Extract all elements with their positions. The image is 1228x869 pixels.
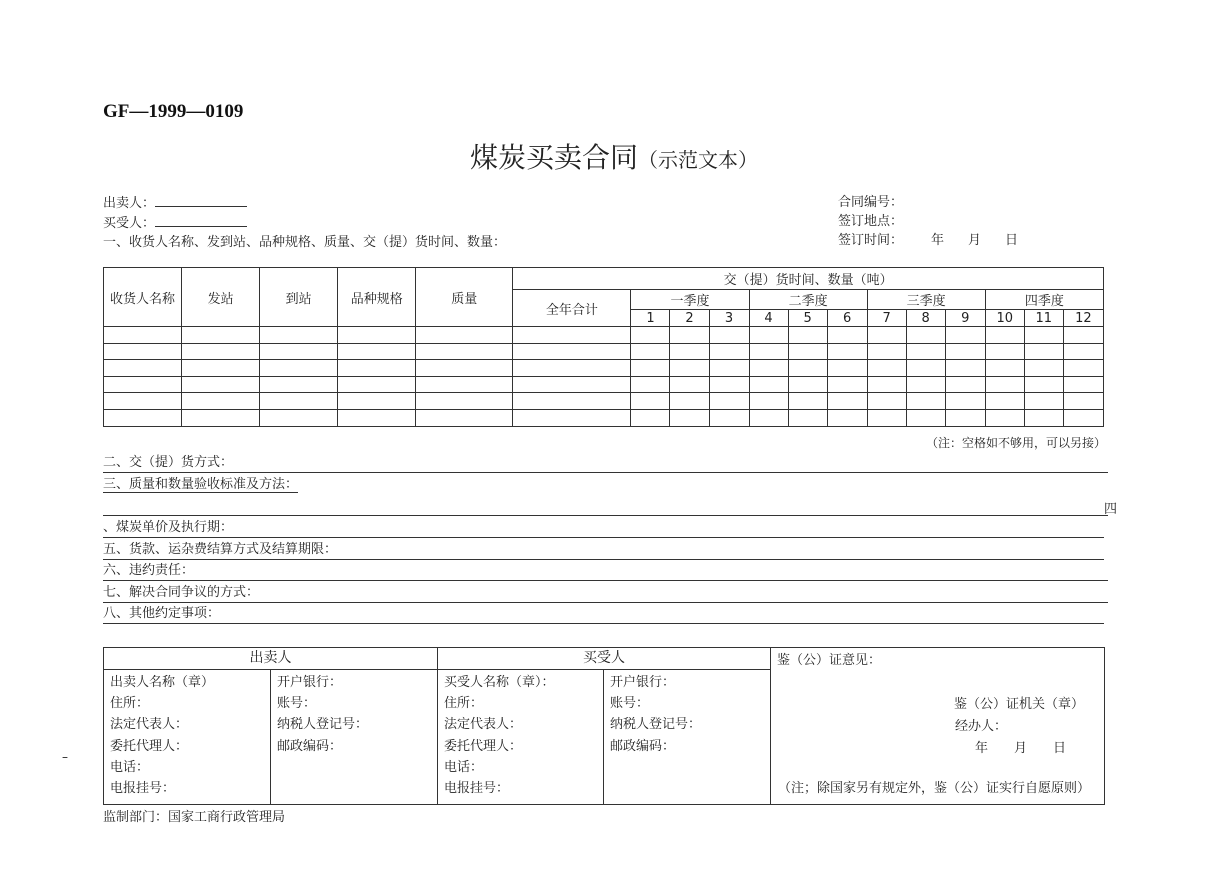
buyer-account-label: 账号： <box>610 696 650 712</box>
header-quality: 质量 <box>416 268 513 327</box>
month-header: 7 <box>867 310 906 327</box>
buyer-header: 买受人 <box>438 648 771 670</box>
table-cell[interactable] <box>709 376 749 393</box>
clause-7-field[interactable]: 七、解决合同争议的方式： <box>103 584 1108 603</box>
seller-postcode-label: 邮政编码： <box>277 738 343 754</box>
table-cell[interactable] <box>670 360 709 377</box>
table-cell[interactable] <box>338 409 416 426</box>
header-q3: 三季度 <box>867 290 985 310</box>
table-cell[interactable] <box>827 343 867 360</box>
table-cell[interactable] <box>260 409 338 426</box>
notary-agency-label: 鉴（公）证机关（章） <box>953 697 1084 712</box>
table-cell[interactable] <box>906 360 945 377</box>
month-header: 11 <box>1024 310 1063 327</box>
header-consignee: 收货人名称 <box>104 268 182 327</box>
table-cell[interactable] <box>827 360 867 377</box>
seller-header: 出卖人 <box>104 648 438 670</box>
header-q2: 二季度 <box>749 290 867 310</box>
table-cell[interactable] <box>670 327 709 344</box>
header-q1: 一季度 <box>631 290 749 310</box>
seller-bank-label: 开户银行： <box>277 675 343 690</box>
document-code: GF—1999—0109 <box>103 101 244 122</box>
clause-4-field[interactable]: 、煤炭单价及执行期： <box>103 519 1104 538</box>
table-cell[interactable] <box>1063 343 1103 360</box>
table-cell[interactable] <box>788 343 827 360</box>
table-cell[interactable] <box>709 343 749 360</box>
clause-5-field[interactable]: 五、货款、运杂费结算方式及结算期限： <box>103 541 1104 560</box>
table-cell[interactable] <box>416 327 513 344</box>
table-cell[interactable] <box>1024 393 1063 410</box>
table-cell[interactable] <box>985 343 1024 360</box>
table-cell[interactable] <box>867 360 906 377</box>
table-cell[interactable] <box>985 376 1024 393</box>
table-cell[interactable] <box>513 409 631 426</box>
buyer-left-cell <box>438 670 604 805</box>
seller-agent-label: 委托代理人： <box>110 738 189 754</box>
buyer-agent-label: 委托代理人： <box>444 738 523 754</box>
table-cell[interactable] <box>749 393 788 410</box>
table-cell[interactable] <box>945 376 985 393</box>
buyer-tax-no-label: 纳税人登记号： <box>610 717 702 733</box>
table-cell[interactable] <box>827 393 867 410</box>
table-cell[interactable] <box>104 393 182 410</box>
table-cell[interactable] <box>631 409 670 426</box>
table-row <box>104 360 1104 377</box>
clause-6-field[interactable]: 六、违约责任： <box>103 562 1108 581</box>
seller-left-cell <box>104 670 271 805</box>
table-cell[interactable] <box>260 393 338 410</box>
table-row <box>104 327 1104 344</box>
clause-3-field[interactable]: 三、质量和数量验收标准及方法： <box>103 477 299 492</box>
table-cell[interactable] <box>1024 343 1063 360</box>
notary-note: （注；除国家另有规定外，鉴（公）证实行自愿原则） <box>778 781 1091 796</box>
clause-3-line[interactable] <box>103 497 1108 516</box>
party-info <box>103 193 506 252</box>
table-cell[interactable] <box>416 343 513 360</box>
table-cell[interactable] <box>827 376 867 393</box>
table-row <box>104 343 1104 360</box>
table-cell[interactable] <box>867 393 906 410</box>
table-cell[interactable] <box>788 393 827 410</box>
table-cell[interactable] <box>749 376 788 393</box>
table-cell[interactable] <box>104 376 182 393</box>
table-cell[interactable] <box>906 393 945 410</box>
header-delivery-time-qty: 交（提）货时间、数量（吨） <box>513 268 1104 290</box>
header-depart-station: 发站 <box>182 268 260 327</box>
table-cell[interactable] <box>945 343 985 360</box>
signature-table <box>103 647 1105 805</box>
table-cell[interactable] <box>945 327 985 344</box>
table-cell[interactable] <box>1024 376 1063 393</box>
buyer-blank[interactable] <box>155 213 247 227</box>
table-cell[interactable] <box>416 409 513 426</box>
table-cell[interactable] <box>827 409 867 426</box>
table-cell[interactable] <box>985 360 1024 377</box>
table-cell[interactable] <box>260 376 338 393</box>
buyer-address-label: 住所： <box>444 696 484 712</box>
table-cell[interactable] <box>260 327 338 344</box>
table-cell[interactable] <box>1063 327 1103 344</box>
table-cell[interactable] <box>104 360 182 377</box>
month-header: 1 <box>631 310 670 327</box>
table-cell[interactable] <box>260 343 338 360</box>
table-cell[interactable] <box>416 393 513 410</box>
table-cell[interactable] <box>1024 360 1063 377</box>
table-cell[interactable] <box>945 409 985 426</box>
buyer-telegraph-label: 电报挂号： <box>444 781 510 797</box>
month-header: 6 <box>827 310 867 327</box>
seller-telegraph-label: 电报挂号： <box>110 781 176 797</box>
table-cell[interactable] <box>709 393 749 410</box>
table-cell[interactable] <box>631 327 670 344</box>
table-row <box>104 376 1104 393</box>
table-cell[interactable] <box>749 327 788 344</box>
seller-phone-label: 电话： <box>110 759 150 775</box>
table-cell[interactable] <box>1024 409 1063 426</box>
table-cell[interactable] <box>945 360 985 377</box>
table-cell[interactable] <box>104 409 182 426</box>
table-cell[interactable] <box>867 343 906 360</box>
notary-cell <box>771 648 1105 805</box>
table-cell[interactable] <box>788 376 827 393</box>
buyer-legal-rep-label: 法定代表人： <box>444 717 523 733</box>
table-cell[interactable] <box>670 393 709 410</box>
table-cell[interactable] <box>945 393 985 410</box>
month-header: 8 <box>906 310 945 327</box>
table-cell[interactable] <box>338 360 416 377</box>
table-cell[interactable] <box>338 376 416 393</box>
table-cell[interactable] <box>260 360 338 377</box>
table-cell[interactable] <box>867 376 906 393</box>
table-cell[interactable] <box>631 343 670 360</box>
table-cell[interactable] <box>906 376 945 393</box>
page-title <box>0 136 1228 176</box>
notary-date: 年 月 日 <box>975 741 1067 756</box>
month-header: 4 <box>749 310 788 327</box>
table-cell[interactable] <box>906 409 945 426</box>
table-cell[interactable] <box>513 360 631 377</box>
table-cell[interactable] <box>867 409 906 426</box>
sign-time-line: 签订时间： 年 月 日 <box>838 233 1019 248</box>
table-cell[interactable] <box>1063 376 1103 393</box>
seller-line: 出卖人： <box>103 193 506 213</box>
table-cell[interactable] <box>182 343 260 360</box>
header-q4: 四季度 <box>985 290 1103 310</box>
supervising-dept: 监制部门：国家工商行政管理局 <box>103 810 286 825</box>
buyer-bank-label: 开户银行： <box>610 675 676 690</box>
table-cell[interactable] <box>985 393 1024 410</box>
table-cell[interactable] <box>670 376 709 393</box>
seller-address-label: 住所： <box>110 696 150 712</box>
month-header: 3 <box>709 310 749 327</box>
buyer-postcode-label: 邮政编码： <box>610 738 676 754</box>
margin-mark: – <box>62 750 68 764</box>
delivery-table <box>103 267 1104 427</box>
month-header: 5 <box>788 310 827 327</box>
table-cell[interactable] <box>182 360 260 377</box>
table-cell[interactable] <box>338 327 416 344</box>
month-header: 12 <box>1063 310 1103 327</box>
table-cell[interactable] <box>416 360 513 377</box>
notary-opinion-label: 鉴（公）证意见： <box>777 653 882 668</box>
table-cell[interactable] <box>631 376 670 393</box>
table-cell[interactable] <box>104 327 182 344</box>
table-cell[interactable] <box>338 393 416 410</box>
month-header: 2 <box>670 310 709 327</box>
contract-no-label: 合同编号： <box>838 195 904 210</box>
table-cell[interactable] <box>631 360 670 377</box>
table-cell[interactable] <box>670 409 709 426</box>
table-cell[interactable] <box>827 327 867 344</box>
seller-account-label: 账号： <box>277 696 317 712</box>
buyer-phone-label: 电话： <box>444 759 484 775</box>
table-cell[interactable] <box>749 409 788 426</box>
clause-4-head: 四 <box>1104 502 1118 517</box>
title-sub: （示范文本） <box>638 148 758 172</box>
seller-blank[interactable] <box>155 193 247 207</box>
table-cell[interactable] <box>1063 393 1103 410</box>
table-cell[interactable] <box>631 393 670 410</box>
seller-legal-rep-label: 法定代表人： <box>110 717 189 733</box>
month-header: 9 <box>945 310 985 327</box>
handler-label: 经办人： <box>955 719 1008 734</box>
seller-name-label: 出卖人名称（章） <box>110 675 215 690</box>
header-variety: 品种规格 <box>338 268 416 327</box>
table-cell[interactable] <box>788 327 827 344</box>
table-row <box>104 409 1104 426</box>
table-cell[interactable] <box>906 343 945 360</box>
header-annual-total: 全年合计 <box>513 290 631 327</box>
clause-8-field[interactable]: 八、其他约定事项： <box>103 605 1104 624</box>
table-cell[interactable] <box>513 393 631 410</box>
table-cell[interactable] <box>1063 360 1103 377</box>
table-cell[interactable] <box>104 343 182 360</box>
sign-place-label: 签订地点： <box>838 214 904 229</box>
table-cell[interactable] <box>1024 327 1063 344</box>
month-header: 10 <box>985 310 1024 327</box>
table-cell[interactable] <box>985 409 1024 426</box>
contract-meta <box>838 193 1018 250</box>
table-cell[interactable] <box>749 343 788 360</box>
header-arrive-station: 到站 <box>260 268 338 327</box>
table-cell[interactable] <box>749 360 788 377</box>
table-cell[interactable] <box>1063 409 1103 426</box>
table-note: （注：空格如不够用，可以另接） <box>925 436 1106 450</box>
table-cell[interactable] <box>416 376 513 393</box>
title-main: 煤炭买卖合同 <box>469 141 638 174</box>
table-cell[interactable] <box>182 393 260 410</box>
clause-2-field[interactable]: 二、交（提）货方式： <box>103 454 1108 473</box>
table-cell[interactable] <box>709 327 749 344</box>
table-cell[interactable] <box>985 327 1024 344</box>
table-cell[interactable] <box>513 327 631 344</box>
table-cell[interactable] <box>788 360 827 377</box>
buyer-right-cell <box>604 670 771 805</box>
table-cell[interactable] <box>182 327 260 344</box>
table-cell[interactable] <box>513 343 631 360</box>
table-cell[interactable] <box>906 327 945 344</box>
table-cell[interactable] <box>670 343 709 360</box>
table-cell[interactable] <box>182 376 260 393</box>
table-row <box>104 393 1104 410</box>
table-cell[interactable] <box>709 360 749 377</box>
table-cell[interactable] <box>182 409 260 426</box>
buyer-line: 买受人： <box>103 213 506 233</box>
seller-right-cell <box>271 670 438 805</box>
table-cell[interactable] <box>709 409 749 426</box>
table-cell[interactable] <box>513 376 631 393</box>
table-cell[interactable] <box>788 409 827 426</box>
table-cell[interactable] <box>867 327 906 344</box>
seller-tax-no-label: 纳税人登记号： <box>277 717 369 733</box>
table-cell[interactable] <box>338 343 416 360</box>
clause-1-label: 一、收货人名称、发到站、品种规格、质量、交（提）货时间、数量： <box>103 235 507 250</box>
buyer-name-label: 买受人名称（章）： <box>444 675 555 690</box>
